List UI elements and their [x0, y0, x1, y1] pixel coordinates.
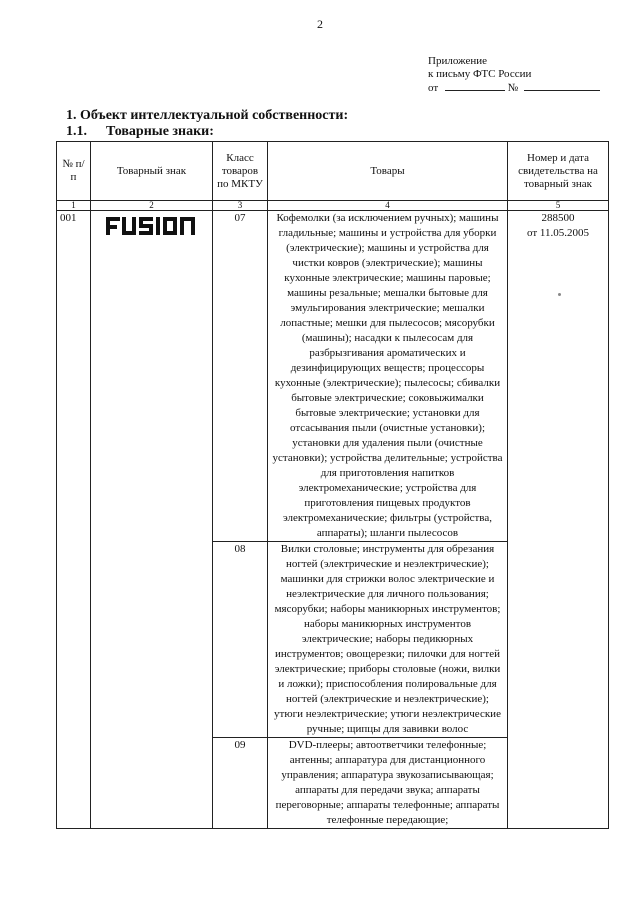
row-number: 001 — [57, 211, 91, 542]
table-row — [57, 211, 609, 542]
header-class: Класс товаров по МКТУ — [213, 142, 268, 201]
col-number: 1 — [57, 201, 91, 211]
header-cert: Номер и дата свидетельства на товарный знак — [508, 142, 609, 201]
certificate-date: от 11.05.2005 — [526, 227, 589, 239]
col-number: 4 — [268, 201, 508, 211]
class-code: 07 — [213, 211, 268, 542]
section11-heading — [66, 124, 214, 140]
appendix-line1: Приложение — [428, 55, 488, 67]
number-blank — [524, 81, 600, 91]
goods-list-07: Кофемолки (за исключением ручных); машины гладильные; машины и устройства для уборки (электрические); машины и устройства для чистки ковров (электрические); машины кухонные электрические; машины паровые; машины резальные; мешалки бытовые для эмульгирования электрические; мешалки лопастные; мешки для пылесосов; мясорубки (машины); насадки к пылесосам для разбрызгивания ароматических и дезинфицирующих веществ; процессоры кухонные (электрические); пылесосы; сбивалки бытовые электрические; соковыжималки бытовые электрические; установки для отсасывания пыли (очистные установки); установки для удаления пыли (очистные установки); устройства делительные; устройства для приготовления напитков электромеханические; устройства для приготовления пищевых продуктов электромеханические; фильтры (устройства, аппараты); шланги пылесосов — [268, 211, 508, 542]
from-label: от — [428, 82, 439, 94]
table-row — [57, 738, 609, 829]
header-mark: Товарный знак — [91, 142, 213, 201]
section11-number: 1.1. — [66, 124, 87, 139]
col-number: 3 — [213, 201, 268, 211]
class-code: 09 — [213, 738, 268, 829]
trademark-table — [56, 141, 609, 829]
number-label: № — [507, 82, 519, 94]
section1-title: 1. Объект интеллектуальной собственности: — [66, 108, 349, 123]
header-goods: Товары — [268, 142, 508, 201]
certificate-number: 288500 — [541, 212, 575, 224]
table-row — [57, 542, 609, 738]
column-number-row — [57, 201, 609, 211]
section11-title: Товарные знаки: — [106, 124, 214, 139]
class-code: 08 — [213, 542, 268, 738]
appendix-line3 — [428, 81, 600, 95]
fusion-logo-image — [106, 216, 198, 236]
page-number: 2 — [317, 17, 323, 31]
col-number: 2 — [91, 201, 213, 211]
date-blank — [445, 81, 505, 91]
goods-list-09: DVD-плееры; автоответчики телефонные; антенны; аппаратура для дистанционного управления; аппаратура звукозаписывающая; аппараты для передачи звука; аппараты переговорные; аппараты телефонные; аппараты телефонные передающие; — [268, 738, 508, 829]
header-num: № п/п — [57, 142, 91, 201]
table-header-row — [57, 142, 609, 201]
fusion-logo — [94, 211, 209, 236]
goods-list-08: Вилки столовые; инструменты для обрезания ногтей (электрические и неэлектрические); машинки для стрижки волос электрические и неэлектрические для личного пользования; мясорубки; наборы маникюрных инструментов; наборы маникюрных инструментов электрические; наборы педикюрных инструментов; овощерезки; пилочки для ногтей электрические; приборы столовые (ножи, вилки и ложки); приспособления полировальные для ногтей (электрические и неэлектрические); утюги неэлектрические; утюги неэлектрические ручные; щипцы для завивки волос — [268, 542, 508, 738]
scan-speck — [558, 293, 561, 296]
col-number: 5 — [508, 201, 609, 211]
appendix-block — [428, 55, 600, 95]
certificate-cell — [508, 211, 609, 542]
trademark-cell — [91, 211, 213, 542]
appendix-line2: к письму ФТС России — [428, 68, 532, 80]
